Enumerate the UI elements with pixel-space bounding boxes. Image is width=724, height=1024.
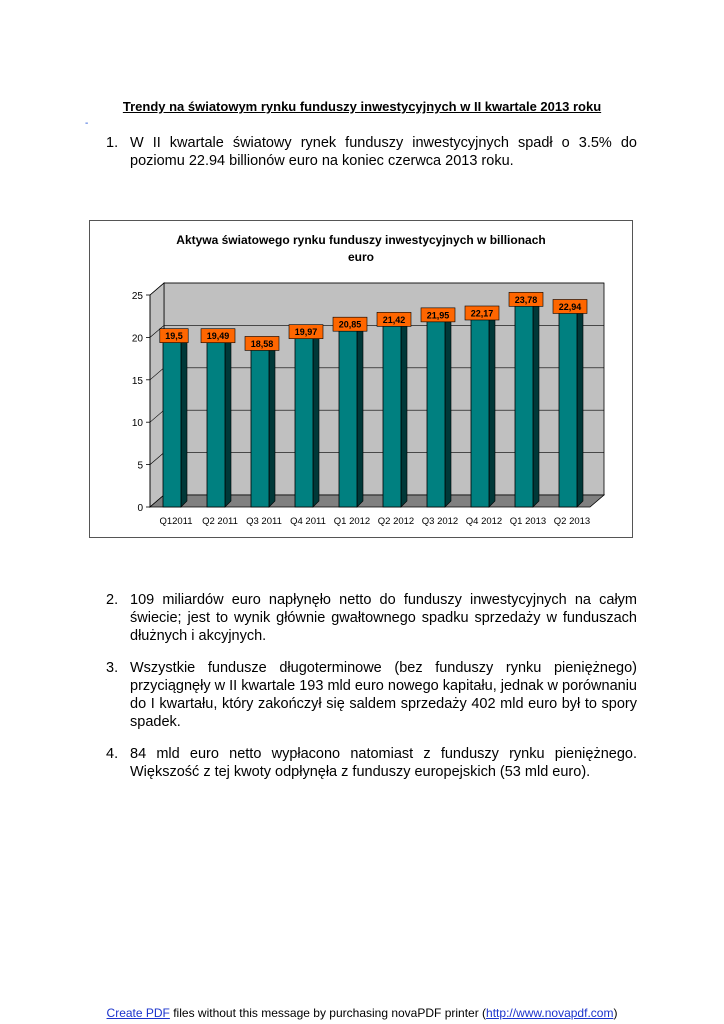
list-number: 3. [106, 660, 119, 676]
list-text: W II kwartale światowy rynek funduszy inwestycyjnych spadł o 3.5% do poziomu 22.94 billionów euro na koniec czerwca 2013 roku. [130, 135, 637, 169]
bar [295, 338, 313, 507]
x-tick-label: Q2 2011 [202, 516, 238, 527]
list-item-2 [106, 591, 637, 645]
x-tick-label: Q4 2011 [290, 516, 326, 527]
data-label: 19,5 [165, 331, 183, 342]
data-label: 19,49 [206, 331, 230, 342]
list-item-4 [106, 745, 637, 781]
data-label: 18,58 [250, 338, 274, 349]
bar [427, 321, 445, 507]
footer-text: files without this message by purchasing novaPDF printer ( [169, 1006, 487, 1020]
bar-side [489, 313, 495, 507]
footer-note [0, 1006, 724, 1020]
y-tick-label: 0 [137, 503, 143, 514]
bar-side [445, 315, 451, 507]
x-tick-label: Q4 2012 [465, 516, 503, 527]
bar [471, 319, 489, 507]
y-tick-label: 15 [131, 375, 143, 387]
bar-side [269, 343, 275, 507]
create-pdf-link[interactable]: Create PDF [106, 1006, 170, 1020]
chart-container [89, 220, 633, 538]
y-tick-label: 25 [131, 291, 143, 302]
data-label: 21,95 [426, 310, 450, 321]
list-number: 4. [106, 746, 119, 762]
list-item-3 [106, 659, 637, 731]
list-text: 84 mld euro netto wypłacono natomiast z funduszy rynku pieniężnego. Większość z tej kwoty odpłynęła z funduszy europejskich (53 mld euro). [130, 746, 637, 780]
bar [515, 305, 533, 507]
y-tick-label: 5 [137, 460, 143, 472]
bar [251, 349, 269, 507]
bar-side [533, 299, 539, 507]
bar [559, 312, 577, 507]
y-tick-label: 20 [131, 333, 143, 345]
x-tick-label: Q2 2013 [553, 516, 591, 527]
bar-side [181, 336, 187, 507]
document-title: Trendy na światowym rynku funduszy inwestycyjnych w II kwartale 2013 roku [122, 99, 602, 114]
bar [383, 325, 401, 507]
bar-side [313, 332, 319, 507]
x-tick-label: Q12011 [159, 516, 193, 527]
data-label: 22,17 [470, 308, 494, 319]
plot-side-wall [150, 283, 164, 507]
y-tick-label: 10 [131, 418, 143, 430]
bar [163, 342, 181, 507]
footer-suffix: ) [613, 1006, 618, 1020]
x-tick-label: Q2 2012 [377, 516, 415, 527]
novapdf-link[interactable]: http://www.novapdf.com [486, 1006, 614, 1020]
data-label: 19,97 [294, 327, 318, 338]
list-text: Wszystkie fundusze długoterminowe (bez funduszy rynku pieniężnego) przyciągnęły w II kwartale 193 mld euro nowego kapitału, jednak w porównaniu do I kwartału, który zakończył się saldem sprzedaży 402 mld euro był to spory spadek. [130, 660, 637, 730]
list-number: 2. [106, 592, 119, 608]
bar-side [357, 324, 363, 507]
x-tick-label: Q1 2012 [333, 516, 371, 527]
data-label: 20,85 [338, 319, 362, 330]
bar-side [225, 336, 231, 507]
text-cursor-mark: - [85, 118, 89, 129]
bar-chart [90, 221, 632, 537]
chart-title-line-2: euro [347, 250, 375, 264]
bar [339, 330, 357, 507]
data-label: 22,94 [558, 301, 582, 312]
bar [207, 342, 225, 507]
list-number: 1. [106, 135, 119, 151]
list-text: 109 miliardów euro napłynęło netto do funduszy inwestycyjnych na całym świecie; jest to wynik głównie gwałtownego spadku sprzedaży w funduszach dłużnych i akcyjnych. [130, 592, 637, 644]
x-tick-label: Q3 2012 [421, 516, 459, 527]
x-tick-label: Q1 2013 [509, 516, 547, 527]
data-label: 23,78 [514, 294, 538, 305]
bar-side [401, 319, 407, 507]
list-item-1 [106, 134, 637, 170]
x-tick-label: Q3 2011 [246, 516, 282, 527]
data-label: 21,42 [382, 314, 406, 325]
chart-title-line-1: Aktywa światowego rynku funduszy inwestycyjnych w billionach [176, 233, 546, 247]
bar-side [577, 306, 583, 507]
